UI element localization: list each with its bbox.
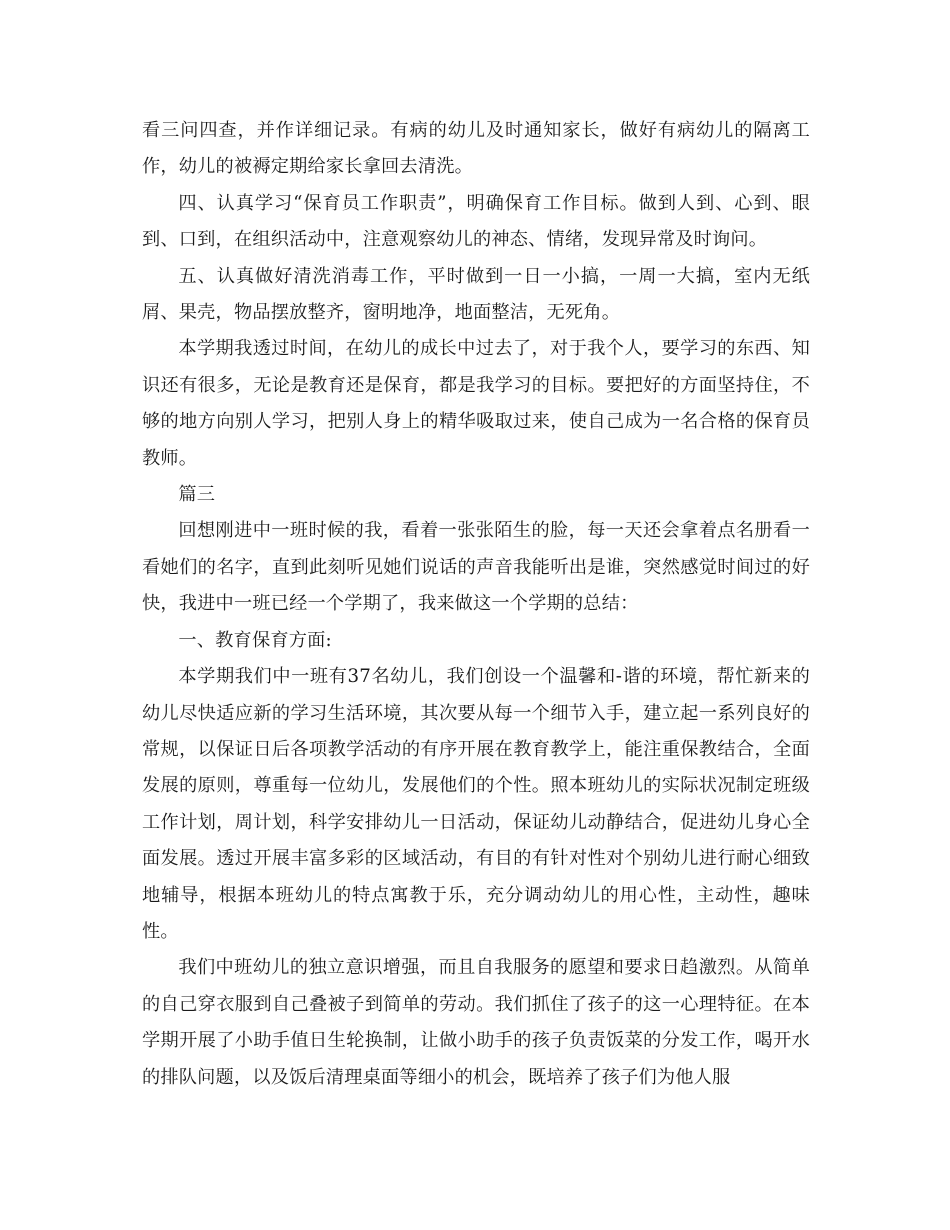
subsection-heading: 一、教育保育方面: bbox=[178, 629, 332, 651]
section-heading: 篇三 bbox=[178, 484, 216, 506]
paragraph-continuation: 看三问四查，并作详细记录。有病的幼儿及时通知家长，做好有病幼儿的隔离工作，幼儿的被褥定期给家长拿回去清洗。 bbox=[142, 120, 810, 178]
paragraph-education: 本学期我们中一班有37名幼儿，我们创设一个温馨和-谐的环境，帮忙新来的幼儿尽快适应新的学习生活环境，其次要从每一个细节入手，建立起一系列良好的常规，以保证日后各项教学活动的有序开展在教育教学上，能注重保教结合，全面发展的原则，尊重每一位幼儿，发展他们的个性。照本班幼儿的实际状况制定班级工作计划，周计划，科学安排幼儿一日活动，保证幼儿动静结合，促进幼儿身心全面发展。透过开展丰富多彩的区域活动，有目的有针对性对个别幼儿进行耐心细致地辅导，根据本班幼儿的特点寓教于乐，充分调动幼儿的用心性，主动性，趣味性。 bbox=[142, 666, 810, 942]
paragraph-item-four: 四、认真学习“保育员工作职责”，明确保育工作目标。做到人到、心到、眼到、口到，在组织活动中，注意观察幼儿的神态、情绪，发现异常及时询问。 bbox=[142, 192, 810, 251]
paragraph-self-service: 我们中班幼儿的独立意识增强，而且自我服务的愿望和要求日趋激烈。从简单的自己穿衣服到自己叠被子到简单的劳动。我们抓住了孩子的这一心理特征。在本学期开展了小助手值日生轮换制，让做小助手的孩子负责饭菜的分发工作，喝开水的排队问题，以及饭后清理桌面等细小的机会，既培养了孩子们为他人服 bbox=[142, 957, 810, 1088]
paragraph-summary: 本学期我透过时间，在幼儿的成长中过去了，对于我个人，要学习的东西、知识还有很多，无论是教育还是保育，都是我学习的目标。要把好的方面坚持住，不够的地方向别人学习，把别人身上的精华吸取过来，使自己成为一名合格的保育员教师。 bbox=[142, 338, 810, 469]
paragraph-item-five: 五、认真做好清洗消毒工作，平时做到一日一小搞，一周一大搞，室内无纸屑、果壳，物品摆放整齐，窗明地净，地面整洁，无死角。 bbox=[142, 265, 810, 324]
paragraph-intro: 回想刚进中一班时候的我，看着一张张陌生的脸，每一天还会拿着点名册看一看她们的名字，直到此刻听见她们说话的声音我能听出是谁，突然感觉时间过的好快，我进中一班已经一个学期了，我来做这一个学期的总结： bbox=[142, 520, 810, 615]
document-body bbox=[142, 113, 810, 1096]
